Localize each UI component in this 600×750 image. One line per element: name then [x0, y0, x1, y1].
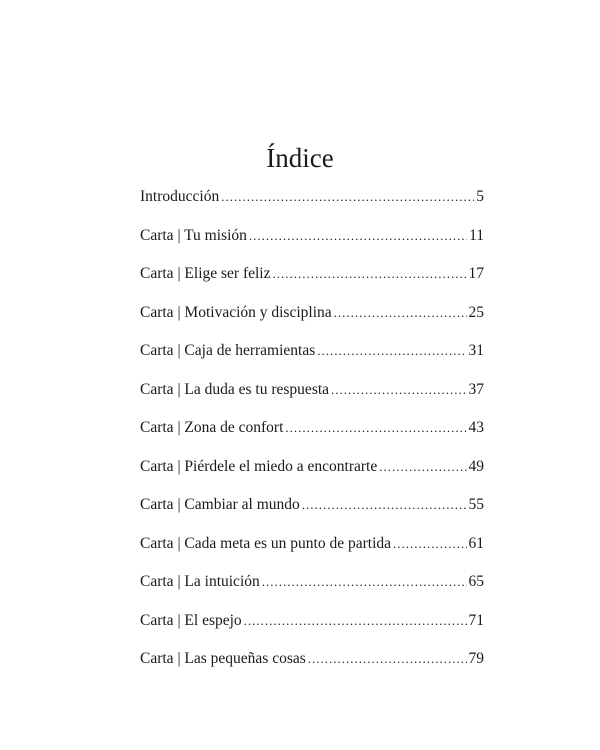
dot-leader [285, 417, 466, 439]
dot-leader [221, 186, 474, 208]
toc-entry-pierdele-el-miedo [140, 456, 484, 495]
toc-entry-cambiar-al-mundo [140, 494, 484, 533]
toc-entry-title: Carta | Motivación y disciplina [140, 303, 332, 321]
toc-entry-title: Carta | Elige ser feliz [140, 265, 271, 282]
toc-entry-page: 65 [468, 573, 484, 590]
table-of-contents [140, 186, 484, 687]
toc-entry-tu-mision [140, 225, 484, 264]
toc-entry-page: 55 [468, 496, 484, 513]
dot-leader [262, 571, 467, 593]
toc-entry-page: 11 [469, 226, 484, 244]
toc-entry-page: 37 [468, 380, 484, 398]
toc-entry-page: 31 [468, 342, 484, 359]
dot-leader [317, 340, 466, 362]
toc-entry-page: 79 [468, 650, 484, 667]
toc-entry-las-pequenas-cosas [140, 648, 484, 687]
toc-entry-page: 17 [468, 265, 484, 282]
toc-entry-title: Carta | Caja de herramientas [140, 342, 316, 359]
toc-entry-page: 43 [468, 419, 484, 436]
toc-entry-title: Carta | La intuición [140, 573, 260, 590]
toc-entry-title: Carta | El espejo [140, 611, 242, 629]
dot-leader [273, 263, 467, 285]
toc-entry-caja-de-herramientas [140, 340, 484, 379]
toc-entry-title: Carta | Cambiar al mundo [140, 496, 300, 513]
toc-entry-title: Carta | Zona de confort [140, 419, 284, 436]
dot-leader [331, 379, 466, 401]
toc-entry-page: 5 [476, 188, 484, 205]
dot-leader [302, 494, 467, 516]
toc-entry-el-espejo [140, 610, 484, 649]
toc-entry-page: 71 [468, 611, 484, 629]
toc-entry-title: Carta | Piérdele el miedo a encontrarte [140, 457, 378, 475]
toc-entry-la-duda-es-tu-respuesta [140, 379, 484, 418]
dot-leader [379, 456, 466, 478]
toc-entry-title: Carta | La duda es tu respuesta [140, 380, 330, 398]
toc-entry-zona-de-confort [140, 417, 484, 456]
toc-entry-elige-ser-feliz [140, 263, 484, 302]
toc-entry-page: 25 [468, 303, 484, 321]
toc-entry-title: Carta | Las pequeñas cosas [140, 650, 306, 667]
toc-entry-la-intuicion [140, 571, 484, 610]
dot-leader [393, 533, 466, 555]
dot-leader [308, 648, 467, 670]
toc-entry-motivacion-y-disciplina [140, 302, 484, 341]
dot-leader [249, 225, 467, 247]
dot-leader [244, 610, 467, 632]
page-title: Índice [266, 143, 334, 173]
toc-entry-title: Carta | Tu misión [140, 226, 247, 244]
toc-entry-page: 49 [468, 457, 484, 475]
toc-entry-title: Carta | Cada meta es un punto de partida [140, 534, 392, 552]
toc-entry-page: 61 [468, 534, 484, 552]
dot-leader [334, 302, 467, 324]
toc-entry-introduccion [140, 186, 484, 225]
toc-entry-cada-meta [140, 533, 484, 572]
toc-entry-title: Introducción [140, 188, 220, 205]
